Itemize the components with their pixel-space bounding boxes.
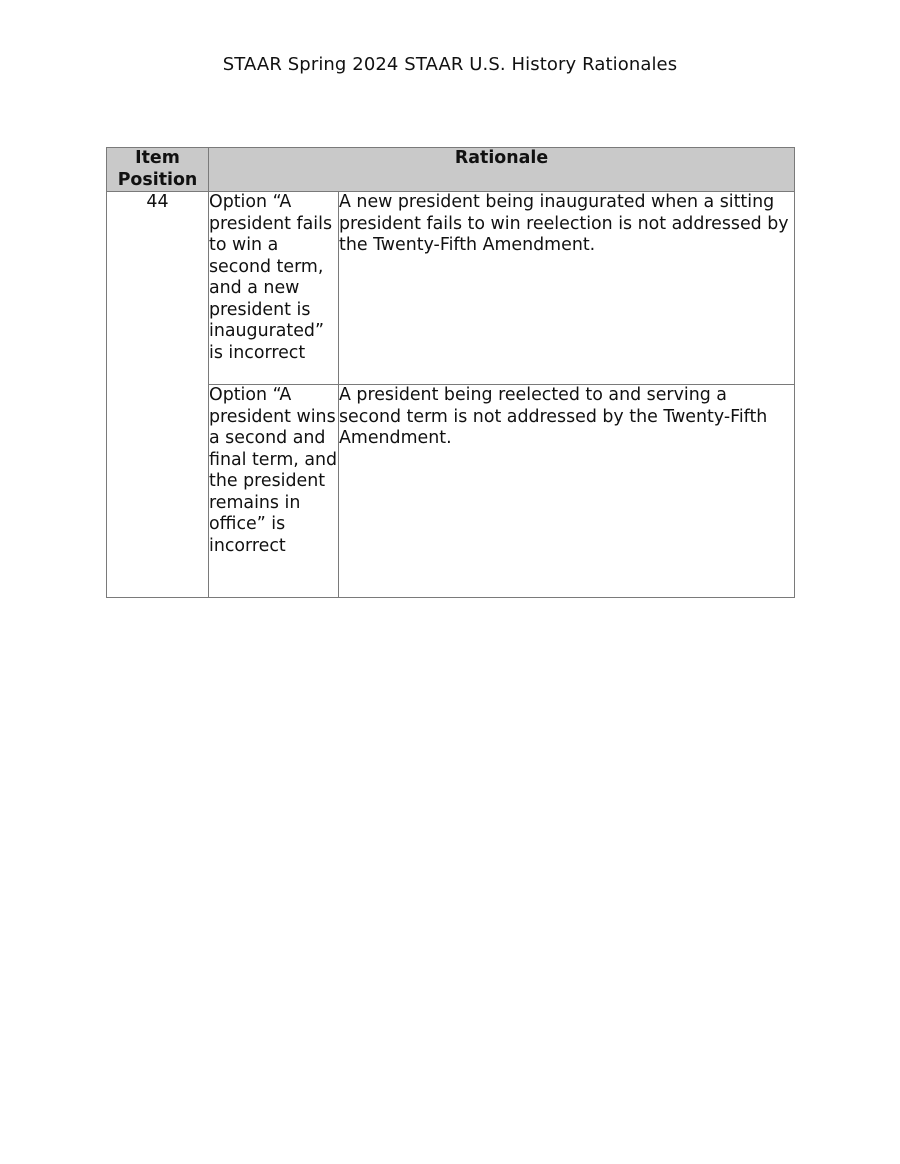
option-cell: Option “A president fails to win a second term, and a new president is inaugurated” is incorrect: [209, 192, 339, 385]
table-row: [107, 385, 795, 598]
header-item-position: Item Position: [107, 148, 209, 192]
rationale-cell: A president being reelected to and serving a second term is not addressed by the Twenty-Fifth Amendment.: [339, 385, 795, 598]
rationale-cell: A new president being inaugurated when a sitting president fails to win reelection is not addressed by the Twenty-Fifth Amendment.: [339, 192, 795, 385]
table-header-row: [107, 148, 795, 192]
table-row: [107, 192, 795, 385]
item-position-cell: 44: [107, 192, 209, 598]
header-rationale: Rationale: [209, 148, 795, 192]
option-cell: Option “A president wins a second and final term, and the president remains in office” is incorrect: [209, 385, 339, 598]
page-header: STAAR Spring 2024 STAAR U.S. History Rationales: [222, 54, 678, 75]
rationale-table: [106, 147, 795, 598]
